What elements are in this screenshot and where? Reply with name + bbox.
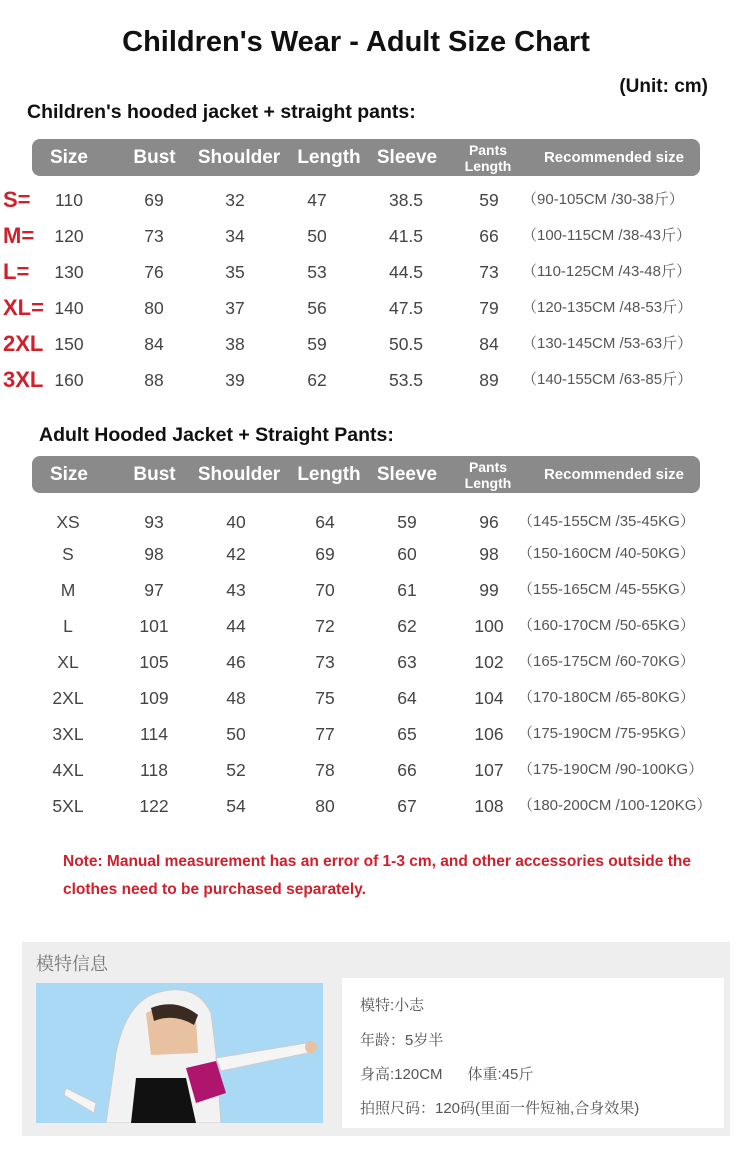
bust-value: 98 <box>144 544 164 564</box>
sleeve-value: 38.5 <box>388 190 424 210</box>
table-row <box>0 612 750 640</box>
recommended-size-value: （180-200CM /100-120KG） <box>518 797 712 814</box>
length-value: 69 <box>315 544 335 564</box>
table-row <box>0 186 750 214</box>
header-length: Length <box>297 147 361 168</box>
pants-length-value: 59 <box>479 190 499 210</box>
adult-table-header <box>32 456 700 493</box>
size-code-label: XL= <box>3 295 44 320</box>
bust-value: 101 <box>139 616 169 636</box>
size-value: 140 <box>54 298 84 318</box>
table-row <box>0 576 750 604</box>
recommended-size-value: （170-180CM /65-80KG） <box>518 689 695 706</box>
pants-length-value: 98 <box>479 544 499 564</box>
pants-length-value: 79 <box>479 298 499 318</box>
length-value: 73 <box>315 652 335 672</box>
shoulder-value: 54 <box>226 796 246 816</box>
sleeve-value: 47.5 <box>388 298 424 318</box>
pants-length-value: 100 <box>474 616 504 636</box>
bust-value: 105 <box>139 652 169 672</box>
sleeve-value: 60 <box>397 544 417 564</box>
recommended-size-value: （90-105CM /30-38斤） <box>522 191 684 208</box>
sleeve-value: 65 <box>397 724 417 744</box>
header-bust: Bust <box>133 464 176 485</box>
sleeve-value: 64 <box>397 688 417 708</box>
length-value: 80 <box>315 796 335 816</box>
shoulder-value: 46 <box>226 652 246 672</box>
bust-value: 73 <box>144 226 164 246</box>
measurement-note: Note: Manual measurement has an error of 1-3 cm, and other accessories outside the clothes need to be purchased separately. <box>63 853 691 898</box>
header-shoulder: Shoulder <box>197 464 281 485</box>
bust-value: 76 <box>144 262 164 282</box>
page-title: Children's Wear - Adult Size Chart <box>122 26 590 58</box>
shoulder-value: 32 <box>225 190 245 210</box>
recommended-size-value: （175-190CM /75-95KG） <box>518 725 695 742</box>
size-value: 160 <box>54 370 84 390</box>
recommended-size-value: （145-155CM /35-45KG） <box>518 513 695 530</box>
table-row <box>0 258 750 286</box>
shoulder-value: 44 <box>226 616 246 636</box>
model-height-weight: 身高:120CM 体重:45斤 <box>360 1066 534 1083</box>
table-row <box>0 720 750 748</box>
shoulder-value: 40 <box>226 512 246 532</box>
children-table-header <box>32 139 700 176</box>
length-value: 72 <box>315 616 335 636</box>
length-value: 78 <box>315 760 335 780</box>
pants-length-value: 107 <box>474 760 504 780</box>
header-sleeve: Sleeve <box>376 147 438 168</box>
length-value: 59 <box>307 334 327 354</box>
sleeve-value: 53.5 <box>388 370 424 390</box>
header-sleeve: Sleeve <box>376 464 438 485</box>
shoulder-value: 50 <box>226 724 246 744</box>
table-row <box>0 756 750 784</box>
recommended-size-value: （175-190CM /90-100KG） <box>518 761 704 778</box>
length-value: 53 <box>307 262 327 282</box>
header-length: Length <box>297 464 361 485</box>
header-recommended-size: Recommended size <box>543 149 685 166</box>
size-value: 5XL <box>52 796 84 816</box>
sleeve-value: 66 <box>397 760 417 780</box>
header-pants-length: Pants Length <box>464 142 512 174</box>
size-value: XS <box>56 512 80 532</box>
sleeve-value: 63 <box>397 652 417 672</box>
model-photo-size: 拍照尺码：120码(里面一件短袖,合身效果) <box>360 1100 640 1117</box>
shoulder-value: 34 <box>225 226 245 246</box>
header-pants-length: Pants Length <box>464 459 512 491</box>
shoulder-value: 43 <box>226 580 246 600</box>
length-value: 77 <box>315 724 335 744</box>
model-info-heading: 模特信息 <box>36 954 108 974</box>
size-value: 4XL <box>52 760 84 780</box>
pants-length-value: 66 <box>479 226 499 246</box>
pants-length-value: 89 <box>479 370 499 390</box>
length-value: 62 <box>307 370 327 390</box>
size-code-label: S= <box>3 187 31 212</box>
header-size: Size <box>49 464 89 485</box>
recommended-size-value: （155-165CM /45-55KG） <box>518 581 695 598</box>
adult-section-title: Adult Hooded Jacket + Straight Pants: <box>39 424 394 446</box>
size-value: S <box>62 544 74 564</box>
bust-value: 88 <box>144 370 164 390</box>
size-value: 110 <box>55 190 83 210</box>
length-value: 50 <box>307 226 327 246</box>
bust-value: 84 <box>144 334 164 354</box>
pants-length-value: 102 <box>474 652 504 672</box>
bust-value: 118 <box>140 760 168 780</box>
size-value: 3XL <box>52 724 84 744</box>
bust-value: 97 <box>144 580 164 600</box>
recommended-size-value: （160-170CM /50-65KG） <box>518 617 695 634</box>
length-value: 56 <box>307 298 327 318</box>
shoulder-value: 42 <box>226 544 246 564</box>
size-value: 2XL <box>52 688 84 708</box>
size-code-label: 3XL <box>3 367 44 392</box>
pants-length-value: 96 <box>479 512 499 532</box>
sleeve-value: 61 <box>397 580 417 600</box>
length-value: 64 <box>315 512 335 532</box>
recommended-size-value: （110-125CM /43-48斤） <box>522 263 691 280</box>
header-recommended-size: Recommended size <box>543 466 685 483</box>
table-row <box>0 366 750 394</box>
recommended-size-value: （100-115CM /38-43斤） <box>522 227 691 244</box>
table-row <box>0 648 750 676</box>
table-row <box>0 792 750 820</box>
recommended-size-value: （140-155CM /63-85斤） <box>522 371 693 388</box>
sleeve-value: 50.5 <box>388 334 424 354</box>
sleeve-value: 62 <box>397 616 417 636</box>
bust-value: 80 <box>144 298 164 318</box>
unit-label: (Unit: cm) <box>619 76 708 97</box>
size-code-label: 2XL <box>3 331 44 356</box>
table-row <box>0 222 750 250</box>
shoulder-value: 35 <box>225 262 245 282</box>
size-code-label: L= <box>3 259 30 284</box>
bust-value: 93 <box>144 512 164 532</box>
shoulder-value: 37 <box>225 298 245 318</box>
pants-length-value: 104 <box>474 688 504 708</box>
bust-value: 114 <box>140 724 168 744</box>
table-row <box>0 684 750 712</box>
length-value: 47 <box>307 190 327 210</box>
sleeve-value: 44.5 <box>388 262 424 282</box>
pants-length-value: 106 <box>474 724 504 744</box>
size-value: 130 <box>54 262 84 282</box>
size-value: 120 <box>54 226 84 246</box>
table-row <box>0 508 750 536</box>
table-row <box>0 330 750 358</box>
table-row <box>0 294 750 322</box>
shoulder-value: 38 <box>225 334 245 354</box>
model-name: 模特:小志 <box>360 997 425 1014</box>
pants-length-value: 84 <box>479 334 499 354</box>
size-value: XL <box>57 652 79 672</box>
recommended-size-value: （165-175CM /60-70KG） <box>518 653 695 670</box>
sleeve-value: 67 <box>397 796 417 816</box>
bust-value: 122 <box>139 796 169 816</box>
sleeve-value: 41.5 <box>388 226 424 246</box>
model-photo-illustration <box>36 983 323 1123</box>
recommended-size-value: （130-145CM /53-63斤） <box>522 335 693 352</box>
recommended-size-value: （120-135CM /48-53斤） <box>522 299 693 316</box>
size-code-label: M= <box>3 223 35 248</box>
pants-length-value: 108 <box>474 796 504 816</box>
length-value: 70 <box>315 580 335 600</box>
size-value: M <box>60 580 76 600</box>
header-bust: Bust <box>133 147 176 168</box>
size-value: 150 <box>54 334 84 354</box>
model-photo <box>36 983 323 1123</box>
header-size: Size <box>49 147 89 168</box>
children-section-title: Children's hooded jacket + straight pants: <box>27 101 416 123</box>
shoulder-value: 48 <box>226 688 246 708</box>
pants-length-value: 99 <box>479 580 499 600</box>
model-age: 年龄：5岁半 <box>360 1032 444 1049</box>
header-shoulder: Shoulder <box>197 147 281 168</box>
shoulder-value: 52 <box>226 760 246 780</box>
length-value: 75 <box>315 688 335 708</box>
sleeve-value: 59 <box>397 512 417 532</box>
size-value: L <box>63 616 73 636</box>
recommended-size-value: （150-160CM /40-50KG） <box>518 545 695 562</box>
table-row <box>0 540 750 568</box>
shoulder-value: 39 <box>225 370 245 390</box>
bust-value: 109 <box>139 688 169 708</box>
pants-length-value: 73 <box>479 262 499 282</box>
bust-value: 69 <box>144 190 164 210</box>
